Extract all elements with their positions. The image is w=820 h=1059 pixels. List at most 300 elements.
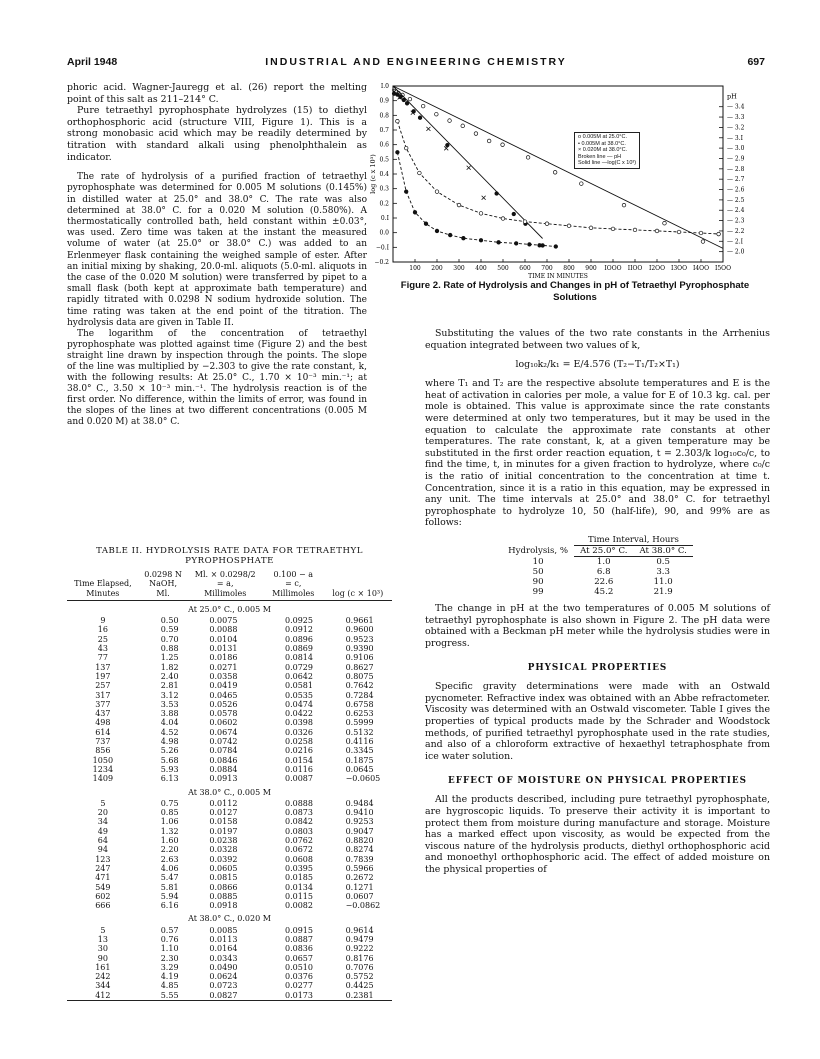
- table-cell: 0.88: [160, 644, 179, 654]
- data-point: [457, 203, 461, 207]
- plot-frame: [393, 86, 723, 262]
- x-tick-label: 800: [563, 265, 575, 272]
- legend-entry: Solid line —log(C x 10³): [578, 160, 637, 166]
- y2-tick-label: — 2.8: [727, 165, 745, 173]
- y2-tick-label: — 2.5: [727, 196, 745, 204]
- data-point: [523, 220, 527, 224]
- table-cell: 137: [95, 662, 111, 672]
- data-point: [589, 226, 593, 230]
- table-cell: 1.60: [160, 836, 179, 846]
- table-cell: 4.52: [160, 727, 179, 737]
- table-cell: 0.0884: [209, 764, 238, 774]
- table-cell: 0.7839: [345, 854, 374, 864]
- chart-legend: [574, 132, 640, 169]
- table-cell: 4.06: [160, 863, 179, 873]
- table-cell: 0.0674: [209, 727, 238, 737]
- table-cell: 4.85: [160, 981, 179, 991]
- table-cell: 2.81: [160, 681, 179, 691]
- data-point: [512, 212, 516, 216]
- table-cell: 0.0185: [284, 873, 313, 883]
- table-cell: 22.6: [594, 576, 614, 587]
- y2-tick-label: — 3.3: [727, 114, 745, 122]
- y2-tick-label: — 3.I: [727, 134, 744, 142]
- table-cell: 0.0085: [209, 925, 238, 935]
- table-cell: 6.8: [596, 566, 611, 577]
- y2-tick-label: — 2.0: [727, 248, 745, 256]
- y2-axis-label: pH: [727, 92, 737, 101]
- table-cell: 0.9479: [345, 934, 374, 944]
- table-cell: 49: [97, 826, 108, 836]
- figure-2-chart: [345, 80, 765, 280]
- table-2-group-row: [67, 600, 392, 616]
- data-point: [501, 217, 505, 221]
- table-row: [502, 567, 693, 577]
- table-cell: 1.06: [160, 817, 179, 827]
- table-cell: 20: [97, 808, 108, 818]
- table-row: [67, 635, 392, 644]
- table-cell: 4.98: [160, 737, 179, 747]
- table-cell: 5.26: [160, 746, 179, 756]
- table-cell: 2.30: [160, 953, 179, 963]
- table-cell: 77: [97, 653, 108, 663]
- y-tick-label: 0.7: [379, 127, 389, 134]
- data-point: [435, 229, 439, 233]
- table-row: [67, 746, 392, 755]
- table-row: [67, 625, 392, 634]
- table-cell: 0.7076: [345, 962, 374, 972]
- data-point: [482, 196, 486, 200]
- table-cell: 0.0607: [345, 891, 374, 901]
- table-cell: 0.50: [160, 616, 179, 626]
- data-point: [611, 227, 615, 231]
- table-cell: 2.40: [160, 671, 179, 681]
- table-cell: 0.0815: [209, 873, 238, 883]
- table-cell: 0.5: [656, 556, 670, 567]
- table-cell: 0.0127: [209, 808, 238, 818]
- series-line: [393, 86, 543, 239]
- table-cell: 1.82: [160, 662, 179, 672]
- table-cell: 3.12: [160, 690, 179, 700]
- table-row: [67, 765, 392, 774]
- table-2-column-header: [187, 570, 263, 600]
- table-cell: 0.0624: [209, 972, 238, 982]
- table-2-header-line: Time Elapsed,: [74, 579, 132, 589]
- table-cell: 0.9600: [345, 625, 374, 635]
- y2-tick-label: — 2.7: [727, 176, 745, 184]
- table-cell: 856: [95, 746, 111, 756]
- table-2-title: TABLE II. HYDROLYSIS RATE DATA FOR TETRAETHYL PYROPHOSPHATE: [96, 546, 363, 566]
- table-cell: 11.0: [653, 576, 673, 587]
- table-cell: 0.5966: [345, 863, 374, 873]
- table-cell: 0.0115: [284, 891, 313, 901]
- table-cell: 123: [95, 854, 111, 864]
- table-cell: 25: [97, 634, 108, 644]
- table-row: [67, 700, 392, 709]
- data-point: [487, 139, 491, 143]
- table-2-header-line: = c,: [285, 579, 302, 589]
- table-2-column-header: [139, 570, 188, 600]
- table-row: [67, 691, 392, 700]
- table-cell: 3.53: [160, 699, 179, 709]
- table-row: [67, 845, 392, 854]
- data-point: [396, 119, 400, 123]
- x-tick-label: I4OO: [692, 265, 710, 272]
- table-cell: 30: [97, 944, 108, 954]
- table-cell: 344: [95, 981, 111, 991]
- table-cell: 0.9484: [345, 798, 374, 808]
- table-2-header-line: Millimoles: [204, 588, 247, 598]
- arrhenius-equation: log₁₀k₂/k₁ = E/4.576 (T₂−T₁/T₂×T₁): [515, 359, 680, 371]
- table-cell: 5.81: [160, 882, 179, 892]
- table-cell: 5.47: [160, 873, 179, 883]
- table-cell: 4.04: [160, 718, 179, 728]
- table-cell: 0.0866: [209, 882, 238, 892]
- table-cell: 0.9253: [345, 817, 374, 827]
- table-cell: 5.93: [160, 764, 179, 774]
- table-cell: 0.1875: [345, 755, 374, 765]
- table-cell: 0.0277: [284, 981, 313, 991]
- table-cell: 5.94: [160, 891, 179, 901]
- y2-tick-label: — 2.9: [727, 155, 745, 163]
- table-row: [67, 836, 392, 845]
- table-cell: 0.0846: [209, 755, 238, 765]
- table-row: [67, 709, 392, 718]
- table-cell: 0.0398: [284, 718, 313, 728]
- table-2-group-row: [67, 784, 392, 799]
- y-tick-label: 0.6: [379, 141, 389, 149]
- table-span-header: Time Interval, Hours: [574, 535, 693, 546]
- table-cell: 471: [95, 873, 111, 883]
- table-2-column-header: [324, 570, 392, 600]
- y2-tick-label: — 2.2: [727, 227, 745, 235]
- data-point: [479, 212, 483, 216]
- table-cell: 0.0918: [209, 901, 238, 911]
- table-cell: 0.0197: [209, 826, 238, 836]
- table-cell: 0.0873: [284, 808, 313, 818]
- table-cell: 0.0271: [209, 662, 238, 672]
- table-cell: 99: [532, 586, 544, 597]
- table-cell: 0.0803: [284, 826, 313, 836]
- table-cell: 197: [95, 671, 111, 681]
- data-point: [448, 119, 452, 123]
- table-cell: 0.1271: [345, 882, 374, 892]
- table-cell: 0.0762: [284, 836, 313, 846]
- table-row: [502, 556, 693, 567]
- data-point: [435, 190, 439, 194]
- table-cell: 0.0131: [209, 644, 238, 654]
- table-cell: 94: [97, 845, 108, 855]
- table-cell: 0.0915: [284, 925, 313, 935]
- data-point: [677, 230, 681, 234]
- table-cell: 0.2381: [324, 991, 392, 1001]
- table-2-header-line: Ml.: [156, 588, 170, 598]
- table-cell: 1409: [92, 774, 114, 784]
- right-column-text: [425, 328, 770, 876]
- table-cell: 0.0328: [209, 845, 238, 855]
- data-point: [633, 228, 637, 232]
- data-point: [580, 182, 584, 186]
- table-cell: 4.19: [160, 972, 179, 982]
- table-cell: 0.4116: [345, 737, 374, 747]
- table-cell: 317: [95, 690, 111, 700]
- table-cell: 1.32: [160, 826, 179, 836]
- data-point: [421, 104, 425, 108]
- table-cell: 0.0510: [284, 962, 313, 972]
- table-cell: 737: [95, 737, 111, 747]
- y-tick-label: 0.I: [380, 215, 389, 222]
- table-time-intervals: [502, 535, 693, 597]
- data-point: [462, 236, 466, 240]
- table-cell: 5.68: [160, 755, 179, 765]
- table-cell: 0.0238: [209, 836, 238, 846]
- legend-entry: Broken line — pH: [578, 153, 622, 160]
- data-point: [467, 166, 471, 170]
- table-cell: 0.0164: [209, 944, 238, 954]
- table-cell: 0.0113: [209, 934, 238, 944]
- table-cell: 0.0422: [284, 709, 313, 719]
- table-cell: 9: [100, 616, 106, 626]
- y2-tick-label: — 3.2: [727, 124, 745, 132]
- table-cell: 0.9523: [345, 634, 374, 644]
- x-tick-label: IOOO: [604, 265, 622, 272]
- table-cell: 161: [95, 962, 111, 972]
- table-cell: 0.6758: [345, 699, 374, 709]
- paragraph-melting-point: phoric acid. Wagner-Jauregg et al. (26) report the melting point of this salt as 211–214° C.: [67, 82, 367, 105]
- data-point: [622, 203, 626, 207]
- x-tick-label: 200: [431, 265, 443, 272]
- paragraph-moisture: All the products described, including pure tetraethyl pyrophosphate, are hygroscopic liquids. To preserve their activity it is important to protect them from moisture during manufacture and storage. Moisture has a marked effect upon viscosity, as would be expected from the viscous nature of the hydrolysis products, diethyl orthophosphoric acid and monoethyl orthophosphoric acid. The effect of added moisture on the physical properties of: [425, 794, 770, 875]
- table-cell: 90: [97, 953, 108, 963]
- table-cell: 0.3345: [345, 746, 374, 756]
- table-2-group-label: At 25.0° C., 0.005 M: [188, 604, 271, 614]
- table-cell: 0.0742: [209, 737, 238, 747]
- table-cell: 0.0723: [209, 981, 238, 991]
- table-cell: 0.0343: [209, 953, 238, 963]
- table-cell: 43: [97, 644, 108, 654]
- table-cell: 0.0836: [284, 944, 313, 954]
- table-cell: 0.0087: [284, 774, 313, 784]
- data-point: [501, 143, 505, 147]
- table-cell: 0.0887: [284, 934, 313, 944]
- table-cell: 0.0395: [284, 863, 313, 873]
- table-cell: 0.0258: [284, 737, 313, 747]
- data-point: [404, 146, 408, 150]
- table-cell: 0.0912: [284, 625, 313, 635]
- table-cell: −0.0862: [345, 901, 381, 911]
- table-row: [67, 944, 392, 953]
- table-cell: 0.2672: [345, 873, 374, 883]
- table-cell: 0.0581: [284, 681, 313, 691]
- table-row: [67, 954, 392, 963]
- table-cell: 0.0645: [345, 764, 374, 774]
- table-2-group-label: At 38.0° C., 0.020 M: [188, 914, 271, 924]
- table-row: [67, 616, 392, 625]
- paragraph-hydrolysis-product: Pure tetraethyl pyrophosphate hydrolyzes (15) to diethyl orthophosphoric acid (structure VIII, Figure 1). This is a strong monobasic acid which may be readily determined by titration with standard alkali using phenolphthalein as indicator.: [67, 105, 367, 163]
- data-point: [435, 112, 439, 116]
- table-row: [502, 577, 693, 587]
- data-point: [553, 170, 557, 174]
- table-row: [67, 718, 392, 727]
- table-cell: 3.3: [656, 566, 670, 577]
- table-cell: 13: [97, 934, 108, 944]
- table-2: [67, 546, 392, 1001]
- paragraph-rate-constant: The logarithm of the concentration of tetraethyl pyrophosphate was plotted against time (Figure 2) and the best straight line drawn by inspection through the points. The slope of the line was multiplied by −2.303 to give the rate constant, k, with the following results: At 25.0° C., 1.70 × 10⁻³ min.⁻¹; at 38.0° C., 3.50 × 10⁻³ min.⁻¹. The hydrolysis reaction is of the first order. No difference, within the limits of error, was found in the slopes of the lines at two different concentrations (0.005 M and 0.020 M) at 38.0° C.: [67, 329, 367, 427]
- table-cell: 5: [100, 798, 106, 808]
- table-cell: 437: [95, 709, 111, 719]
- paragraph-rate-method: The rate of hydrolysis of a purified fraction of tetraethyl pyrophosphate was determined for 0.005 M solutions (0.145%) in distilled water at 25.0° and 38.0° C. The rate was also determined at 38.0° C. for a 0.020 M solution (0.580%). A thermostatically controlled bath, held constant within ±0.03°, was used. Zero time was taken at the instant the measured volume of water (at 25.0° or 38.0° C.) was added to an Erlenmeyer flask containing the weighed sample of ester. After an initial mixing by shaking, 20.0-ml. aliquots (5.0-ml. aliquots in the case of the 0.020 M solution) were transferred by pipet to a small flask (both kept at approximate bath temperature) and rapidly titrated with 0.0298 N sodium hydroxide solution. The time rating was taken at the end point of the titration. The hydrolysis data are given in Table II.: [67, 172, 367, 328]
- table-row: [67, 855, 392, 864]
- table-cell: 0.0535: [284, 690, 313, 700]
- table-cell: 0.8820: [345, 836, 374, 846]
- table-cell: 0.0888: [284, 798, 313, 808]
- data-point: [554, 245, 558, 249]
- table-cell: 0.0419: [209, 681, 238, 691]
- table-cell: 0.9661: [345, 616, 374, 626]
- table-cell: 602: [95, 891, 111, 901]
- table-cell: 377: [95, 699, 111, 709]
- table-row: [67, 672, 392, 681]
- table-cell: 0.0474: [284, 699, 313, 709]
- x-tick-label: 900: [585, 265, 597, 272]
- table-2-header-line: Ml. × 0.0298/2: [194, 570, 256, 579]
- table-2-group-label: At 38.0° C., 0.005 M: [188, 787, 271, 797]
- data-point: [717, 232, 721, 236]
- data-point: [528, 243, 532, 247]
- table-row: [67, 864, 392, 873]
- table-cell: 498: [95, 718, 111, 728]
- table-row: [67, 901, 392, 910]
- table-cell: 5.55: [139, 991, 188, 1001]
- y-tick-label: 0.5: [379, 156, 389, 164]
- table-cell: −0.0605: [345, 774, 381, 784]
- table-cell: 0.5132: [345, 727, 374, 737]
- table-cell: 0.8274: [345, 845, 374, 855]
- x-tick-label: 600: [519, 265, 531, 272]
- table-cell: 0.5999: [345, 718, 374, 728]
- data-point: [655, 229, 659, 233]
- data-point: [567, 224, 571, 228]
- table-cell: 0.0186: [209, 653, 238, 663]
- table-row: [67, 926, 392, 935]
- table-cell: 2.20: [160, 845, 179, 855]
- table-cell: 0.0784: [209, 746, 238, 756]
- table-cell: 0.0729: [284, 662, 313, 672]
- table-row: [67, 653, 392, 662]
- table-cell: 0.0869: [284, 644, 313, 654]
- y-tick-label: 0.4: [379, 171, 389, 178]
- table-row: [67, 737, 392, 746]
- table-cell: 2.63: [160, 854, 179, 864]
- table-row: [67, 817, 392, 826]
- header-journal: INDUSTRIAL AND ENGINEERING CHEMISTRY: [265, 56, 567, 68]
- y-tick-label: 0.9: [379, 97, 389, 105]
- series-line: [397, 152, 555, 246]
- table-row: [67, 681, 392, 690]
- table-cell: 5: [100, 925, 106, 935]
- table-cell: 10: [532, 556, 544, 567]
- table-cell: 0.7642: [345, 681, 374, 691]
- table-cell: 0.9047: [345, 826, 374, 836]
- table-row: [502, 587, 693, 597]
- table-cell: 16: [97, 625, 108, 635]
- table-2-grid: [67, 570, 392, 1001]
- table-header: At 38.0° C.: [633, 545, 692, 556]
- table-cell: 0.0642: [284, 671, 313, 681]
- table-cell: 0.0885: [209, 891, 238, 901]
- data-point: [404, 190, 408, 194]
- table-row: [67, 991, 392, 1001]
- table-cell: 90: [532, 576, 544, 587]
- data-point: [497, 241, 501, 245]
- table-2-header-line: NaOH,: [149, 579, 177, 589]
- table-row: [67, 808, 392, 817]
- table-cell: 0.0465: [209, 690, 238, 700]
- table-cell: 0.8075: [345, 671, 374, 681]
- running-header: [67, 56, 765, 72]
- y2-tick-label: — 2.4: [727, 207, 745, 215]
- paragraph-ph-change: The change in pH at the two temperatures of 0.005 M solutions of tetraethyl pyrophosphate is also shown in Figure 2. The pH data were obtained with a Beckman pH meter while the hydrolysis studies were in progress.: [425, 602, 770, 649]
- table-cell: 0.0216: [284, 746, 313, 756]
- table-cell: 45.2: [594, 586, 614, 597]
- table-cell: 0.5752: [345, 972, 374, 982]
- table-cell: 0.8176: [345, 953, 374, 963]
- y-tick-label: 0.0: [379, 229, 389, 237]
- x-tick-label: I3OO: [670, 265, 688, 272]
- table-cell: 0.0116: [284, 764, 313, 774]
- table-cell: 0.0326: [284, 727, 313, 737]
- table-cell: 0.0896: [284, 634, 313, 644]
- table-cell: 0.0814: [284, 653, 313, 663]
- y2-tick-label: — 2.3: [727, 217, 745, 225]
- table-cell: 0.0490: [209, 962, 238, 972]
- table-2-header-line: = a,: [216, 579, 234, 589]
- table-cell: 1.25: [160, 653, 179, 663]
- table-cell: 0.0672: [284, 845, 313, 855]
- table-cell: 0.8627: [345, 662, 374, 672]
- data-point: [446, 143, 450, 147]
- table-cell: 0.0827: [187, 991, 263, 1001]
- table-cell: 1.0: [596, 556, 611, 567]
- table-cell: 1050: [92, 755, 114, 765]
- x-axis-label: TIME IN MINUTES: [528, 273, 588, 280]
- legend-entry: • 0.005M at 38.0°C.: [578, 140, 626, 147]
- x-tick-label: 300: [453, 265, 465, 272]
- y-tick-label: 0.3: [379, 185, 389, 193]
- table-cell: 0.0082: [284, 901, 313, 911]
- table-cell: 3.29: [160, 962, 179, 972]
- table-row: [67, 663, 392, 672]
- table-cell: 257: [95, 681, 111, 691]
- data-point: [408, 97, 412, 101]
- series-line: [397, 121, 718, 234]
- y2-tick-label: — 2.6: [727, 186, 745, 194]
- table-2-column-header: [263, 570, 324, 600]
- x-tick-label: I2OO: [648, 265, 666, 272]
- y2-tick-label: — 3.4: [727, 103, 745, 111]
- table-header: Hydrolysis, %: [508, 545, 569, 556]
- data-point: [541, 244, 545, 248]
- table-cell: 0.9410: [345, 808, 374, 818]
- section-heading-physical-properties: PHYSICAL PROPERTIES: [527, 663, 668, 674]
- table-cell: 6.13: [160, 774, 179, 784]
- table-cell: 50: [532, 566, 544, 577]
- table-cell: 0.7284: [345, 690, 374, 700]
- table-cell: 666: [95, 901, 111, 911]
- table-cell: 0.6253: [345, 709, 374, 719]
- table-cell: 34: [97, 817, 108, 827]
- paragraph-arrhenius: Substituting the values of the two rate constants in the Arrhenius equation integrated between two values of k,: [425, 328, 770, 351]
- table-cell: 0.0104: [209, 634, 238, 644]
